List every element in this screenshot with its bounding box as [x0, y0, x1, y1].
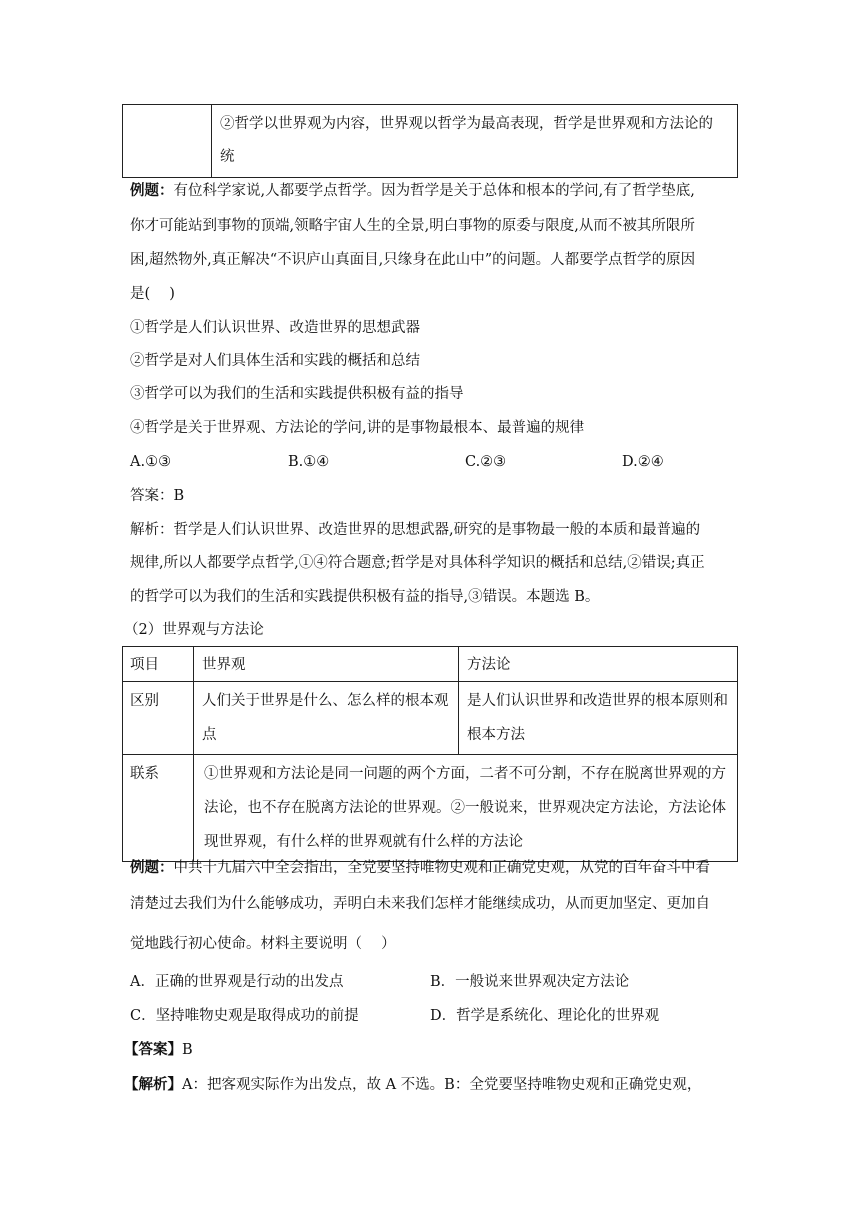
statement-1: ①哲学是人们认识世界、改造世界的思想武器 [130, 320, 420, 336]
statement-3: ③哲学可以为我们的生活和实践提供积极有益的指导 [130, 386, 464, 402]
top-table-empty-cell [123, 105, 212, 178]
example2-analysis-text: A：把客观实际作为出发点，故 A 不选。B：全党要坚持唯物史观和正确党史观， [182, 1077, 702, 1093]
example2-option-c: C．坚持唯物史观是取得成功的前提 [130, 1008, 359, 1024]
example1-label: 例题： [130, 182, 174, 199]
example2-analysis [124, 1075, 701, 1095]
example1-line-1 [130, 181, 695, 201]
example2-label: 例题： [130, 859, 174, 876]
option-c: C.②③ [465, 454, 507, 470]
example1-analysis-2: 规律,所以人都要学点哲学,①④符合题意;哲学是对具体科学知识的概括和总结,②错误;真正 [130, 555, 705, 571]
statement-4: ④哲学是关于世界观、方法论的学问,讲的是事物最根本、最普遍的规律 [130, 420, 585, 436]
header-method: 方法论 [459, 647, 738, 682]
example2-answer-label: 【答案】 [124, 1041, 182, 1058]
diff-label: 区别 [123, 682, 194, 755]
example2-option-a: A．正确的世界观是行动的出发点 [130, 974, 344, 990]
section2-heading: （2）世界观与方法论 [124, 622, 264, 638]
example2-line-1 [130, 858, 710, 878]
compare-table [122, 646, 738, 862]
statement-2: ②哲学是对人们具体生活和实践的概括和总结 [130, 353, 420, 369]
link-label: 联系 [123, 755, 194, 862]
example1-text: 有位科学家说,人都要学点哲学。因为哲学是关于总体和根本的学问,有了哲学垫底, [173, 183, 695, 199]
example2-answer [124, 1040, 193, 1060]
example1-line-3: 困,超然物外,真正解决“不识庐山真面目,只缘身在此山中”的问题。人都要学点哲学的原因 [130, 252, 696, 268]
diff-method: 是人们认识世界和改造世界的根本原则和根本方法 [459, 682, 738, 755]
example2-text: 中共十九届六中全会指出，全党要坚持唯物史观和正确党史观，从党的百年奋斗中看 [173, 860, 710, 876]
example1-analysis-1: 解析：哲学是人们认识世界、改造世界的思想武器,研究的是事物最一般的本质和最普遍的 [130, 522, 701, 538]
example2-line-3: 觉地践行初心使命。材料主要说明（ ） [130, 936, 396, 952]
top-table-content-cell [212, 105, 738, 178]
option-d: D.②④ [622, 454, 664, 470]
option-a: A.①③ [130, 454, 172, 470]
header-worldview: 世界观 [194, 647, 459, 682]
example1-line-2: 你才可能站到事物的顶端,领略宇宙人生的全景,明白事物的原委与限度,从而不被其所限所 [130, 218, 695, 234]
top-table-text-line-2: 统 [220, 149, 235, 165]
example2-option-b: B．一般说来世界观决定方法论 [430, 974, 630, 990]
example1-answer: 答案：B [130, 488, 185, 504]
header-item: 项目 [123, 647, 194, 682]
example1-analysis-3: 的哲学可以为我们的生活和实践提供积极有益的指导,③错误。本题选 B。 [130, 589, 600, 605]
option-b: B.①④ [288, 454, 330, 470]
compare-table-link-row [123, 755, 738, 862]
compare-table-diff-row [123, 682, 738, 755]
link-text: ①世界观和方法论是同一问题的两个方面，二者不可分割，不存在脱离世界观的方法论，也不存在脱离方法论的世界观。②一般说来，世界观决定方法论，方法论体现世界观，有什么样的世界观就有什么样的方法论 [194, 755, 738, 862]
example2-option-d: D．哲学是系统化、理论化的世界观 [430, 1008, 660, 1024]
example2-answer-value: B [182, 1042, 193, 1058]
diff-worldview: 人们关于世界是什么、怎么样的根本观点 [194, 682, 459, 755]
top-table [122, 104, 738, 178]
compare-table-header-row [123, 647, 738, 682]
example1-line-4: 是( ) [130, 286, 175, 302]
example2-analysis-label: 【解析】 [124, 1076, 182, 1093]
top-table-text-line-1: ②哲学以世界观为内容，世界观以哲学为最高表现，哲学是世界观和方法论的 [220, 116, 713, 132]
example2-line-2: 清楚过去我们为什么能够成功，弄明白未来我们怎样才能继续成功，从而更加坚定、更加自 [130, 896, 710, 912]
